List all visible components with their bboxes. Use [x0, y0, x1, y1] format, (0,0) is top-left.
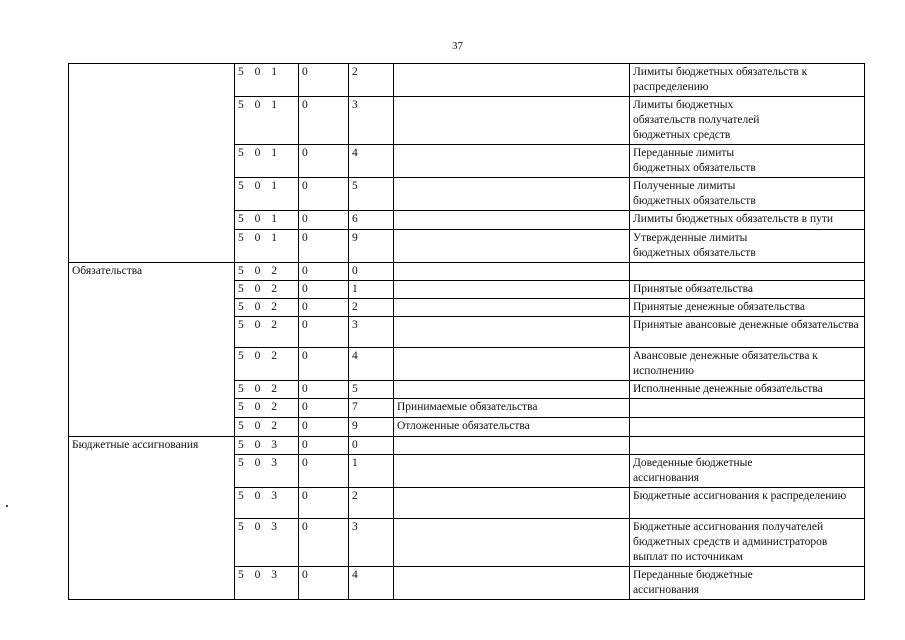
account-name-cell: Авансовые денежные обязательства к исполнению	[630, 348, 865, 381]
description-cell	[394, 64, 630, 97]
sub-code-cell: 3	[349, 97, 394, 145]
code-cell: 0	[299, 230, 349, 263]
sub-code-cell: 7	[349, 399, 394, 418]
code-cell: 0	[299, 97, 349, 145]
account-name-cell: Переданные лимиты бюджетных обязательств	[630, 145, 865, 178]
sub-code-cell: 5	[349, 178, 394, 211]
account-number-cell: 5 0 2	[235, 263, 299, 281]
account-name-cell	[630, 418, 865, 437]
code-cell: 0	[299, 455, 349, 488]
account-number-cell: 5 0 1	[235, 230, 299, 263]
account-number-cell: 5 0 3	[235, 519, 299, 567]
description-cell	[394, 97, 630, 145]
code-cell: 0	[299, 64, 349, 97]
description-cell	[394, 145, 630, 178]
description-cell	[394, 299, 630, 317]
account-number-cell: 5 0 2	[235, 317, 299, 348]
account-name-cell: Принятые авансовые денежные обязательства	[630, 317, 865, 348]
sub-code-cell: 4	[349, 145, 394, 178]
account-number-cell: 5 0 3	[235, 437, 299, 455]
account-number-cell: 5 0 1	[235, 145, 299, 178]
sub-code-cell: 2	[349, 64, 394, 97]
code-cell: 0	[299, 145, 349, 178]
description-cell	[394, 488, 630, 519]
code-cell: 0	[299, 567, 349, 600]
description-cell	[394, 348, 630, 381]
account-name-cell: Бюджетные ассигнования получателей бюджетных средств и администраторов выплат по источникам	[630, 519, 865, 567]
sub-code-cell: 9	[349, 230, 394, 263]
accounts-table-body	[69, 64, 865, 600]
description-cell	[394, 381, 630, 399]
code-cell: 0	[299, 399, 349, 418]
sub-code-cell: 4	[349, 567, 394, 600]
account-number-cell: 5 0 2	[235, 399, 299, 418]
description-cell	[394, 178, 630, 211]
code-cell: 0	[299, 299, 349, 317]
account-name-cell: Бюджетные ассигнования к распределению	[630, 488, 865, 519]
table-row	[69, 64, 865, 97]
sub-code-cell: 1	[349, 455, 394, 488]
account-number-cell: 5 0 2	[235, 418, 299, 437]
account-number-cell: 5 0 3	[235, 488, 299, 519]
account-name-cell: Переданные бюджетные ассигнования	[630, 567, 865, 600]
description-cell	[394, 519, 630, 567]
sub-code-cell: 6	[349, 211, 394, 230]
accounts-table	[68, 63, 865, 600]
description-cell: Принимаемые обязательства	[394, 399, 630, 418]
account-name-cell: Утвержденные лимиты бюджетных обязательств	[630, 230, 865, 263]
account-name-cell: Принятые денежные обязательства	[630, 299, 865, 317]
account-name-cell: Лимиты бюджетных обязательств в пути	[630, 211, 865, 230]
scan-speck	[6, 505, 8, 507]
code-cell: 0	[299, 418, 349, 437]
sub-code-cell: 2	[349, 299, 394, 317]
description-cell	[394, 263, 630, 281]
page-number: 37	[452, 40, 463, 52]
description-cell	[394, 437, 630, 455]
account-number-cell: 5 0 1	[235, 178, 299, 211]
sub-code-cell: 2	[349, 488, 394, 519]
description-cell	[394, 455, 630, 488]
code-cell: 0	[299, 211, 349, 230]
description-cell	[394, 567, 630, 600]
sub-code-cell: 5	[349, 381, 394, 399]
sub-code-cell: 0	[349, 437, 394, 455]
description-cell	[394, 317, 630, 348]
account-number-cell: 5 0 3	[235, 455, 299, 488]
account-number-cell: 5 0 2	[235, 348, 299, 381]
account-number-cell: 5 0 2	[235, 299, 299, 317]
account-name-cell: Полученные лимиты бюджетных обязательств	[630, 178, 865, 211]
account-name-cell: Исполненные денежные обязательства	[630, 381, 865, 399]
code-cell: 0	[299, 488, 349, 519]
sub-code-cell: 0	[349, 263, 394, 281]
code-cell: 0	[299, 281, 349, 299]
table-row	[69, 263, 865, 281]
account-number-cell: 5 0 2	[235, 381, 299, 399]
code-cell: 0	[299, 317, 349, 348]
description-cell	[394, 281, 630, 299]
code-cell: 0	[299, 437, 349, 455]
account-name-cell: Принятые обязательства	[630, 281, 865, 299]
table-row	[69, 437, 865, 455]
account-number-cell: 5 0 3	[235, 567, 299, 600]
sub-code-cell: 9	[349, 418, 394, 437]
code-cell: 0	[299, 178, 349, 211]
description-cell: Отложенные обязательства	[394, 418, 630, 437]
sub-code-cell: 4	[349, 348, 394, 381]
description-cell	[394, 211, 630, 230]
account-number-cell: 5 0 1	[235, 97, 299, 145]
account-name-cell	[630, 399, 865, 418]
account-number-cell: 5 0 1	[235, 211, 299, 230]
code-cell: 0	[299, 348, 349, 381]
account-name-cell	[630, 263, 865, 281]
sub-code-cell: 3	[349, 519, 394, 567]
code-cell: 0	[299, 381, 349, 399]
sub-code-cell: 3	[349, 317, 394, 348]
account-number-cell: 5 0 1	[235, 64, 299, 97]
description-cell	[394, 230, 630, 263]
section-name-cell	[69, 64, 235, 263]
account-name-cell: Лимиты бюджетных обязательств к распределению	[630, 64, 865, 97]
account-name-cell: Доведенные бюджетные ассигнования	[630, 455, 865, 488]
section-name-cell: Бюджетные ассигнования	[69, 437, 235, 600]
code-cell: 0	[299, 519, 349, 567]
account-name-cell: Лимиты бюджетных обязательств получателей бюджетных средств	[630, 97, 865, 145]
section-name-cell: Обязательства	[69, 263, 235, 437]
sub-code-cell: 1	[349, 281, 394, 299]
account-number-cell: 5 0 2	[235, 281, 299, 299]
account-name-cell	[630, 437, 865, 455]
code-cell: 0	[299, 263, 349, 281]
